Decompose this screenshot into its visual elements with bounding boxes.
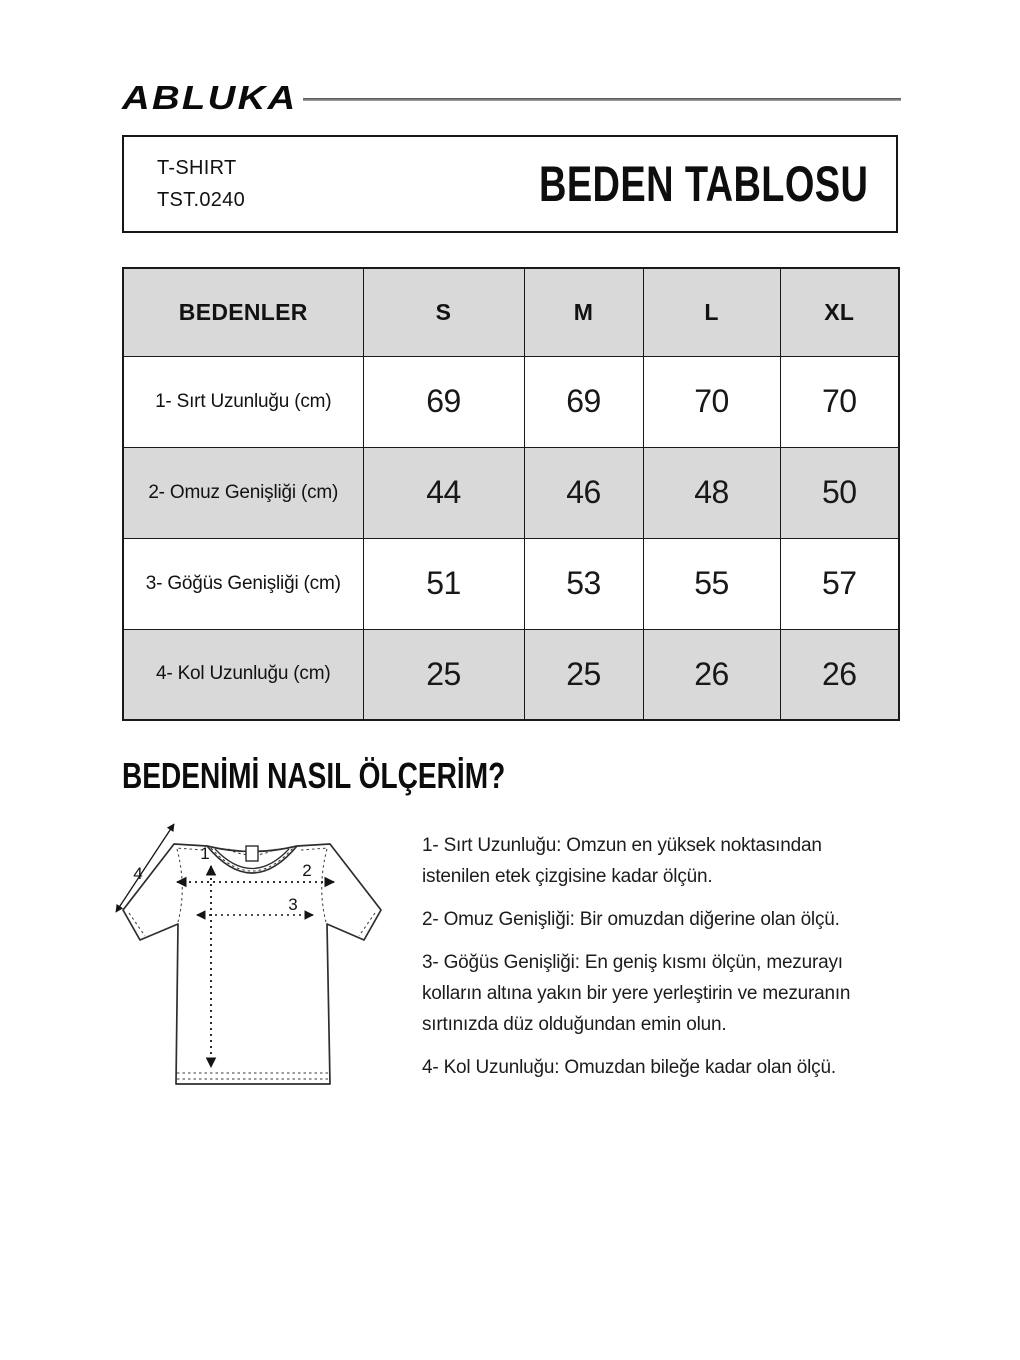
row-label: 1- Sırt Uzunluğu (cm) — [123, 356, 363, 447]
cell-value: 51 — [363, 538, 524, 629]
cell-value: 46 — [524, 447, 643, 538]
product-meta — [157, 152, 245, 216]
instruction-line: istenilen etek çizgisine kadar ölçün. — [422, 866, 713, 887]
table-row-shoulder-width — [123, 447, 899, 538]
diagram-label-4: 4 — [133, 864, 143, 883]
instruction-shoulder-width — [422, 904, 850, 935]
col-header-bedenler: BEDENLER — [123, 268, 363, 356]
cell-value: 50 — [780, 447, 899, 538]
tshirt-measurement-diagram — [100, 812, 400, 1104]
cell-value: 69 — [363, 356, 524, 447]
table-row-chest-width — [123, 538, 899, 629]
brand-header — [122, 80, 901, 116]
cell-value: 25 — [363, 629, 524, 720]
col-header-m: M — [524, 268, 643, 356]
cell-value: 44 — [363, 447, 524, 538]
howto-heading: BEDENİMİ NASIL ÖLÇERİM? — [122, 755, 506, 796]
table-row-back-length — [123, 356, 899, 447]
col-header-s: S — [363, 268, 524, 356]
header-divider-line — [303, 98, 901, 101]
table-row-sleeve-length — [123, 629, 899, 720]
size-table — [122, 267, 900, 721]
row-label: 2- Omuz Genişliği (cm) — [123, 447, 363, 538]
cell-value: 25 — [524, 629, 643, 720]
instruction-chest-width — [422, 947, 850, 1040]
cell-value: 57 — [780, 538, 899, 629]
instruction-line: 1- Sırt Uzunluğu: Omzun en yüksek noktasından — [422, 835, 822, 856]
tshirt-outline — [123, 844, 381, 1084]
instruction-line: 4- Kol Uzunluğu: Omuzdan bileğe kadar olan ölçü. — [422, 1057, 836, 1078]
instruction-line: 3- Göğüs Genişliği: En geniş kısmı ölçün, mezurayı — [422, 952, 843, 973]
cell-value: 70 — [643, 356, 780, 447]
col-header-l: L — [643, 268, 780, 356]
measurement-instructions — [422, 830, 850, 1095]
brand-logo: ABLUKA — [122, 79, 298, 116]
cell-value: 48 — [643, 447, 780, 538]
neck-tag — [246, 846, 258, 861]
instruction-line: sırtınızda düz olduğundan emin olun. — [422, 1014, 727, 1035]
instruction-line: kolların altına yakın bir yere yerleştirin ve mezuranın — [422, 983, 851, 1004]
diagram-label-2: 2 — [302, 861, 312, 880]
page-title: BEDEN TABLOSU — [538, 156, 868, 212]
cell-value: 70 — [780, 356, 899, 447]
cell-value: 69 — [524, 356, 643, 447]
col-header-xl: XL — [780, 268, 899, 356]
row-label: 4- Kol Uzunluğu (cm) — [123, 629, 363, 720]
product-code: TST.0240 — [157, 189, 246, 211]
title-box — [122, 135, 898, 233]
instruction-sleeve-length — [422, 1052, 850, 1083]
instruction-back-length — [422, 830, 850, 892]
cell-value: 55 — [643, 538, 780, 629]
size-table-header-row — [123, 268, 899, 356]
cell-value: 26 — [780, 629, 899, 720]
cell-value: 26 — [643, 629, 780, 720]
diagram-label-3: 3 — [288, 895, 298, 914]
row-label: 3- Göğüs Genişliği (cm) — [123, 538, 363, 629]
product-type: T-SHIRT — [157, 157, 237, 179]
cell-value: 53 — [524, 538, 643, 629]
instruction-line: 2- Omuz Genişliği: Bir omuzdan diğerine olan ölçü. — [422, 909, 840, 930]
diagram-label-1: 1 — [200, 844, 210, 863]
